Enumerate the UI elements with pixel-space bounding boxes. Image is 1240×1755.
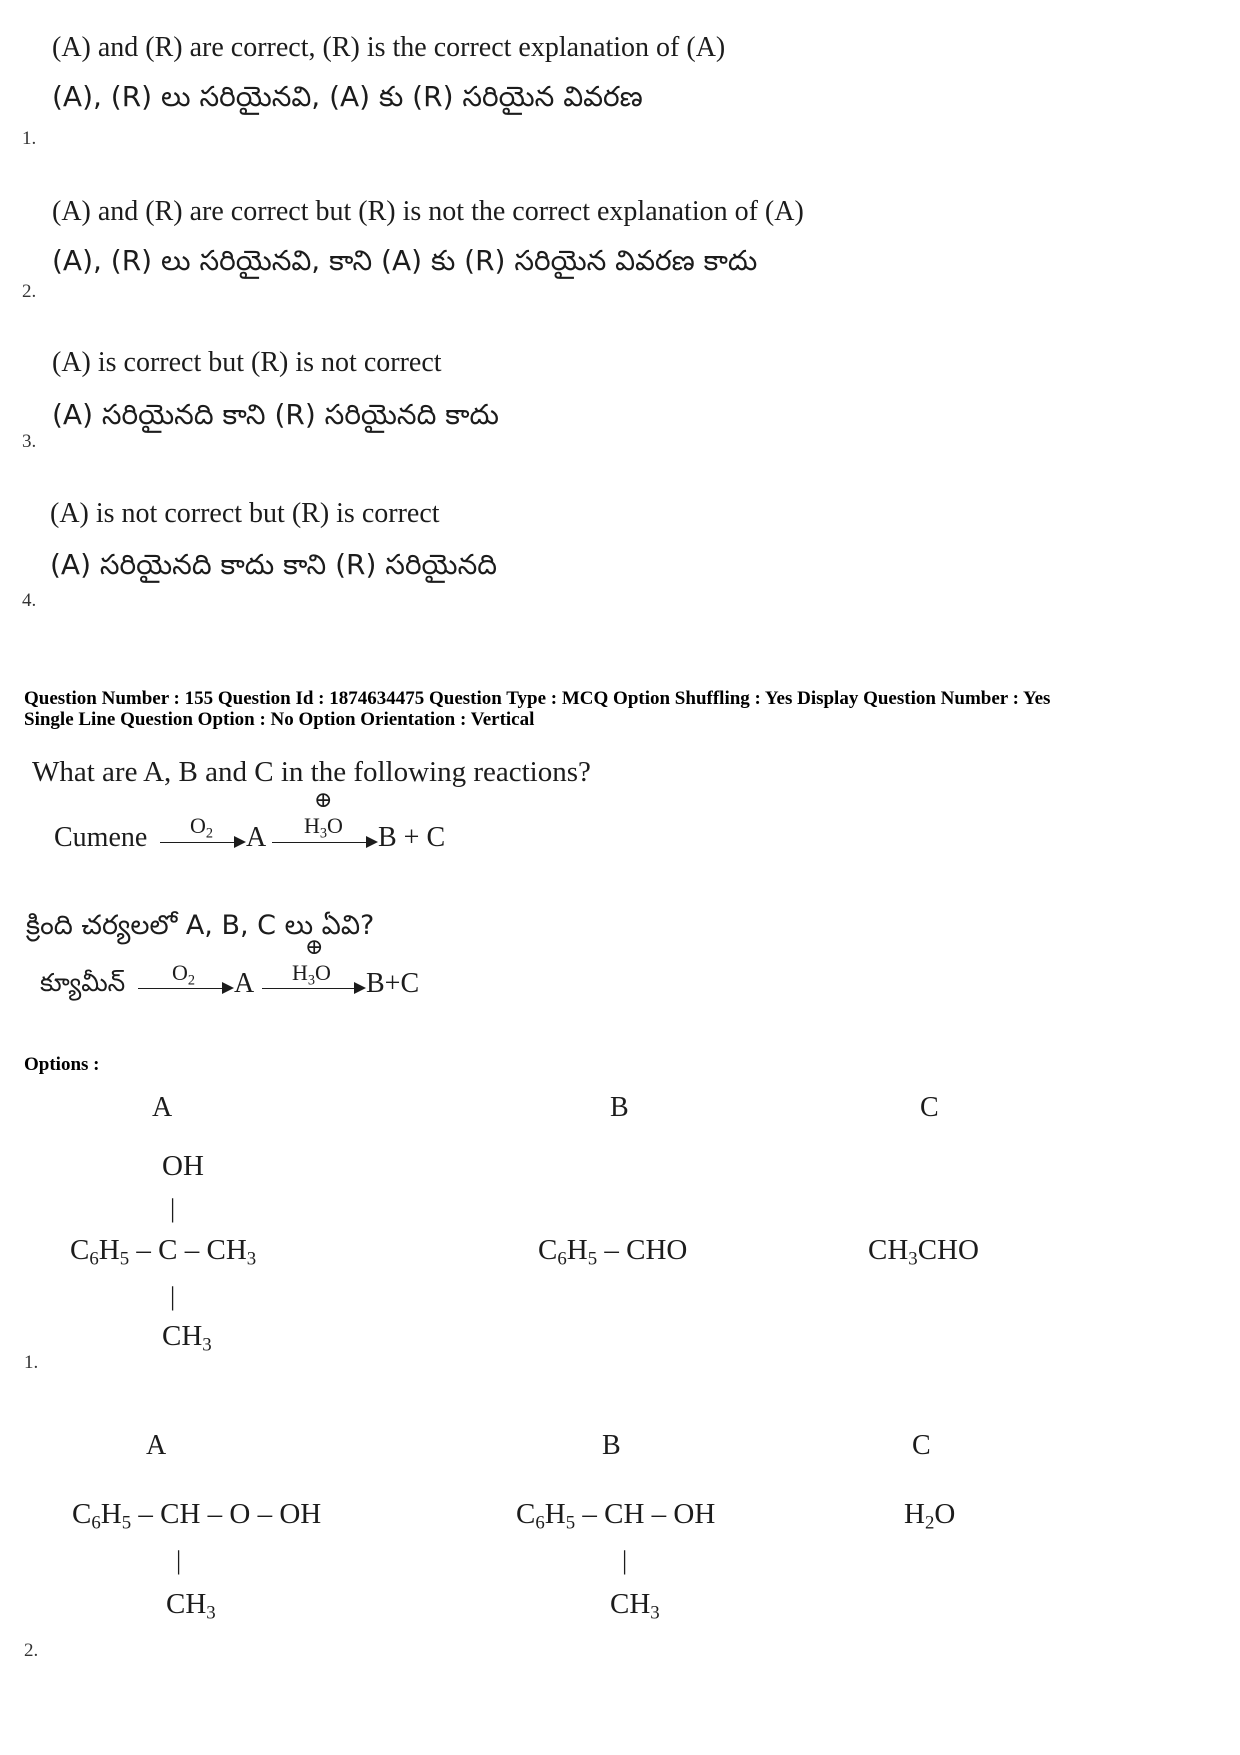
reaction-te-start: క్యూమీన్ bbox=[40, 968, 126, 997]
reagent-te-h3o: $H_3O$ bbox=[292, 960, 331, 989]
option-1-a-bond-down: | bbox=[170, 1282, 176, 1311]
prev-option-2-english: (A) and (R) are correct but (R) is not the correct explanation of (A) bbox=[52, 196, 804, 227]
option-2-a-bond-down: | bbox=[176, 1546, 182, 1575]
prev-option-1-english: (A) and (R) are correct, (R) is the correct explanation of (A) bbox=[52, 32, 726, 63]
option-1-header-a: A bbox=[152, 1092, 173, 1123]
prev-option-1-number: 1. bbox=[22, 128, 37, 149]
prev-option-3-english: (A) is correct but (R) is not correct bbox=[52, 347, 442, 378]
reaction-intermediate: A bbox=[246, 822, 267, 853]
charge-te-symbol: ⊕ bbox=[305, 934, 324, 959]
reaction-arrow-2 bbox=[272, 842, 376, 843]
prev-option-4-number: 4. bbox=[22, 590, 37, 611]
reaction-arrow-1 bbox=[160, 842, 244, 843]
option-2-a-bottom-group: $CH_3$ bbox=[166, 1588, 216, 1624]
option-2-b-bottom-group: $CH_3$ bbox=[610, 1588, 660, 1624]
question-meta-line1: Question Number : 155 Question Id : 1874634475 Question Type : MCQ Option Shuffling : Yes Display Question Number : Yes bbox=[24, 688, 1051, 709]
prev-option-4-english: (A) is not correct but (R) is correct bbox=[50, 498, 440, 529]
option-2-number: 2. bbox=[24, 1640, 39, 1661]
options-label: Options : bbox=[24, 1054, 100, 1075]
reagent-o2: $O_2$ bbox=[190, 813, 214, 842]
option-2-header-c: C bbox=[912, 1430, 931, 1461]
charge-symbol: ⊕ bbox=[314, 787, 333, 812]
option-1-c-formula: $CH_3CHO$ bbox=[868, 1234, 979, 1270]
reaction-te-arrow-1 bbox=[138, 988, 232, 989]
option-1-b-formula: $C_6H_5$ – CHO bbox=[538, 1234, 688, 1270]
question-text-telugu: క్రింది చర్యలలో A, B, C లు ఏవి? bbox=[26, 910, 375, 941]
option-1-a-bond-up: | bbox=[170, 1194, 176, 1223]
option-2-a-formula: $C_6H_5$ – CH – O – OH bbox=[72, 1498, 322, 1534]
reaction-te-intermediate: A bbox=[234, 968, 255, 999]
question-meta-line2: Single Line Question Option : No Option Orientation : Vertical bbox=[24, 709, 535, 730]
question-text-english: What are A, B and C in the following reactions? bbox=[32, 756, 591, 788]
prev-option-1-telugu: (A), (R) లు సరియైనవి, (A) కు (R) సరియైన వివరణ bbox=[52, 80, 643, 113]
reaction-start: Cumene bbox=[54, 822, 148, 853]
option-1-a-bottom-group: $CH_3$ bbox=[162, 1320, 212, 1356]
option-2-header-b: B bbox=[602, 1430, 621, 1461]
option-1-header-b: B bbox=[610, 1092, 629, 1123]
prev-option-3-number: 3. bbox=[22, 431, 37, 452]
prev-option-4-telugu: (A) సరియైనది కాదు కాని (R) సరియైనది bbox=[50, 548, 497, 581]
option-2-header-a: A bbox=[146, 1430, 167, 1461]
option-1-a-formula: $C_6H_5$ – C – $CH_3$ bbox=[70, 1234, 257, 1270]
option-2-c-formula: $H_2O$ bbox=[904, 1498, 956, 1534]
prev-option-2-number: 2. bbox=[22, 281, 37, 302]
prev-option-2-telugu: (A), (R) లు సరియైనవి, కాని (A) కు (R) సరియైన వివరణ కాదు bbox=[52, 244, 758, 277]
reagent-te-o2: $O_2$ bbox=[172, 960, 196, 989]
option-1-header-c: C bbox=[920, 1092, 939, 1123]
reaction-te-products: B+C bbox=[366, 968, 420, 999]
option-1-number: 1. bbox=[24, 1352, 39, 1373]
option-2-b-bond-down: | bbox=[622, 1546, 628, 1575]
option-1-a-top-group: OH bbox=[162, 1150, 204, 1182]
option-2-b-formula: $C_6H_5$ – CH – OH bbox=[516, 1498, 716, 1534]
reaction-products: B + C bbox=[378, 822, 446, 853]
prev-option-3-telugu: (A) సరియైనది కాని (R) సరియైనది కాదు bbox=[52, 398, 499, 431]
reagent-h3o: $H_3O$ bbox=[304, 813, 343, 842]
reaction-te-arrow-2 bbox=[262, 988, 364, 989]
